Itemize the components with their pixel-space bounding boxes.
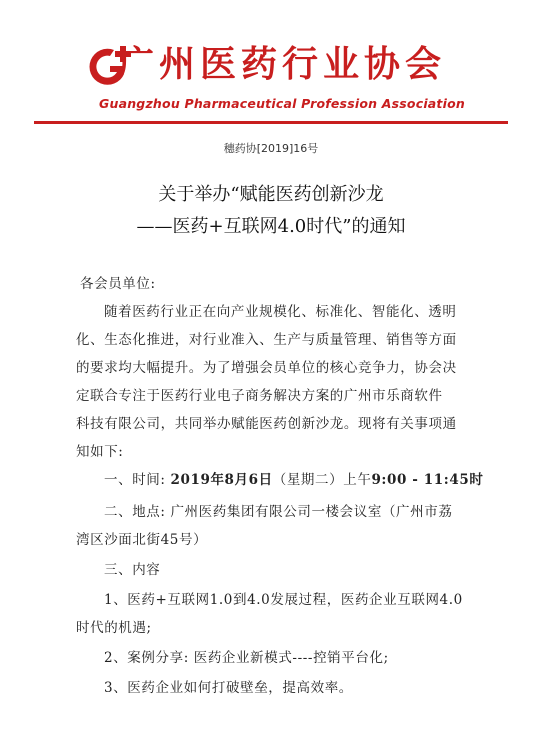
greeting: 各会员单位: bbox=[80, 276, 156, 292]
paragraph-line: 化、生态化推进，对行业准入、生产与质量管理、销售等方面 bbox=[76, 332, 457, 348]
org-name-en: Guangzhou Pharmaceutical Profession Association bbox=[99, 96, 465, 111]
notice-title-line-1: 关于举办“赋能医药创新沙龙 bbox=[158, 184, 384, 205]
place-line: 二、地点: 广州医药集团有限公司一楼会议室（广州市荔 bbox=[104, 504, 453, 520]
time-date: 2019年8月6日 bbox=[170, 472, 273, 488]
time-prefix: 一、时间: bbox=[104, 472, 166, 488]
paragraph-line: 定联合专注于医药行业电子商务解决方案的广州市乐商软件 bbox=[76, 388, 443, 404]
content-item: 1、医药+互联网1.0到4.0发展过程，医药企业互联网4.0 bbox=[104, 592, 463, 608]
time-line bbox=[104, 468, 483, 488]
header-divider bbox=[34, 121, 508, 124]
time-range: 9:00 - 11:45时 bbox=[371, 472, 484, 488]
paragraph-line: 知如下: bbox=[76, 444, 124, 460]
paragraph-line: 科技有限公司，共同举办赋能医药创新沙龙。现将有关事项通 bbox=[76, 416, 457, 432]
content-item: 2、案例分享: 医药企业新模式----控销平台化; bbox=[104, 650, 389, 666]
content-item: 3、医药企业如何打破壁垒，提高效率。 bbox=[104, 680, 353, 696]
paragraph-line: 随着医药行业正在向产业规模化、标准化、智能化、透明 bbox=[104, 304, 457, 320]
org-name-cn: 广州医药行业协会 bbox=[118, 44, 447, 85]
document-number: 穗药协[2019]16号 bbox=[223, 142, 319, 155]
paragraph-line: 的要求均大幅提升。为了增强会员单位的核心竞争力，协会决 bbox=[76, 360, 457, 376]
content-heading: 三、内容 bbox=[104, 562, 161, 578]
notice-title-line-2: ——医药+互联网4.0时代”的通知 bbox=[136, 216, 406, 237]
time-weekday: （星期二）上午 bbox=[272, 472, 372, 488]
content-item: 时代的机遇; bbox=[76, 620, 152, 636]
place-line: 湾区沙面北街45号） bbox=[76, 532, 208, 548]
